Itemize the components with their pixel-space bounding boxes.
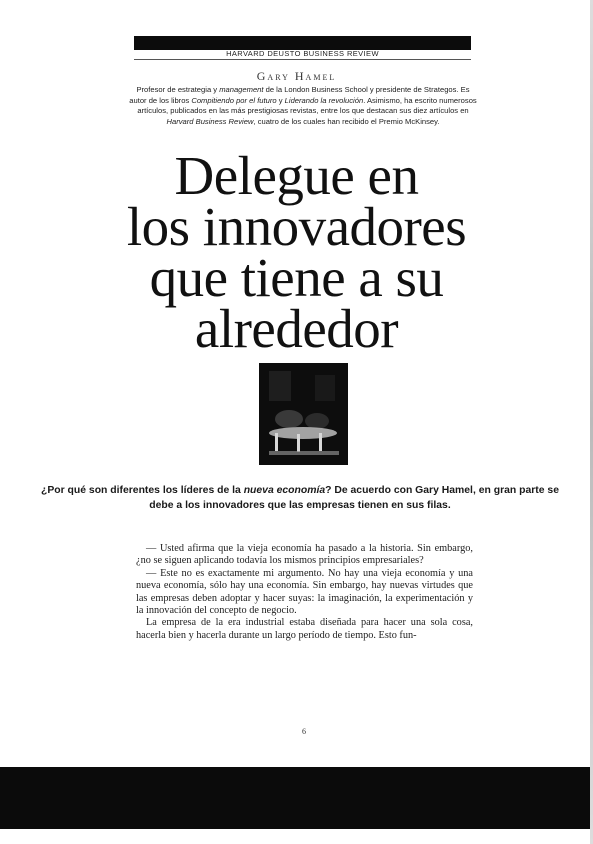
footer-band <box>0 767 593 829</box>
author-name: Gary Hamel <box>256 69 337 83</box>
body-paragraph: — Usted afirma que la vieja economía ha pasado a la historia. Sin embargo, ¿no se siguen aplicando todavía los mismos principios empresariales? <box>136 543 473 567</box>
publication-name: HARVARD DEUSTO BUSINESS REVIEW <box>226 49 379 58</box>
author-bio: Profesor de estrategia y management de la London Business School y presidente de Strategos. Es autor de los libros Compitiendo por el futuro y Liderando la revolución. Asimismo, ha escrito numerosos artículos, publicados en las más prestigiosas revistas, entre los que destacan sus diez artículos en Harvard Business Review, cuatro de los cuales han recibido el Premio McKinsey. <box>129 85 477 126</box>
title-line: los innovadores <box>126 196 467 257</box>
title-line: que tiene a su <box>149 247 444 308</box>
header-bar <box>134 36 471 50</box>
page-number: 6 <box>302 727 306 736</box>
article-body <box>136 543 473 642</box>
body-paragraph: La empresa de la era industrial estaba diseñada para hacer una sola cosa, hacerla bien y hacerla durante un largo período de tiempo. Esto fun- <box>136 617 473 641</box>
header-rule <box>134 59 471 60</box>
article-title <box>0 145 593 359</box>
body-paragraph: — Este no es exactamente mi argumento. No hay una vieja economía y una nueva economía, sólo hay una economía. Sin embargo, hay nuevas virtudes que las empresas deben adoptar y hacer suyas: la imaginación, la experimentación y la innovación del concepto de negocio. <box>136 567 473 617</box>
article-lead: ¿Por qué son diferentes los líderes de la nueva economía? De acuerdo con Gary Hamel, en gran parte se debe a los innovadores que las empresas tienen en sus filas. <box>41 485 559 511</box>
title-line: alrededor <box>194 298 399 359</box>
title-line: Delegue en <box>174 145 419 206</box>
article-photo <box>259 363 348 465</box>
photo-image <box>259 363 348 465</box>
